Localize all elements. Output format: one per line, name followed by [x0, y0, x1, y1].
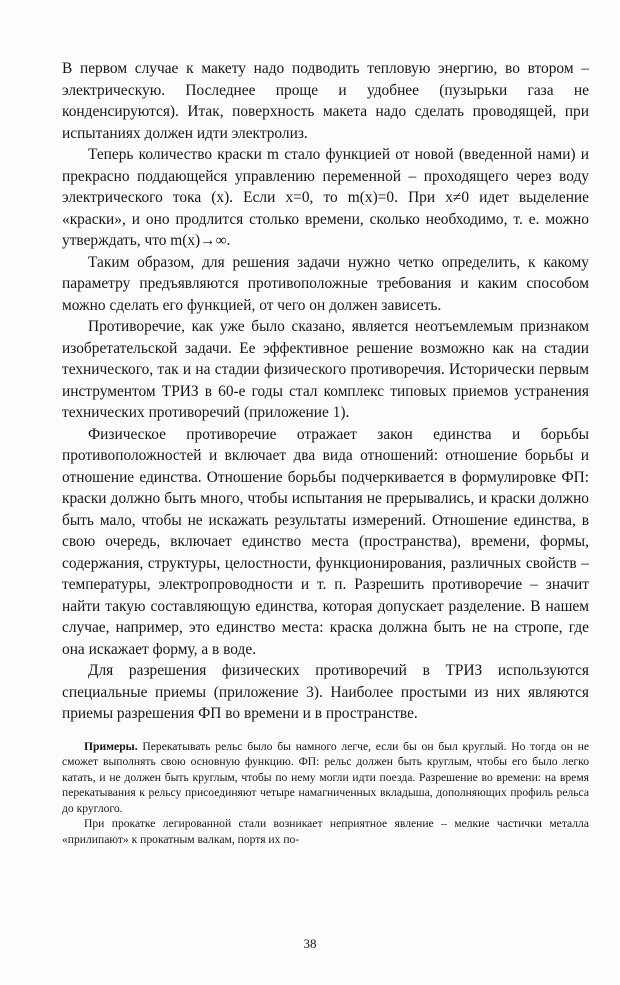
paragraph: Физическое противоречие отражает закон единства и борьбы противоположностей и включает два вида отношений: отношение борьбы и отношение единства. Отношение борьбы подчеркивается в формулировке ФП: краски должно быть много, чтобы испытания не прерывались, и краски должно быть мало, чтобы не искажать результаты измерений. Отношение единства, в свою очередь, включает единство места (пространства), времени, формы, содержания, структуры, целостности, функционирования, различных свойств – температуры, электропроводности и т. п. Разрешить противоречие – значит найти такую составляющую единства, которая допускает разделение. В нашем случае, например, это единство места: краска должна быть не на стропе, где она искажает форму, а в воде. [62, 425, 589, 658]
paragraph: Теперь количество краски m стало функцией от новой (введенной нами) и прекрасно поддающейся управлению переменной – проходящего через воду электрического тока (x). Если x=0, то m(x)=0. При x≠0 идет выделение «краски», и оно продлится столько времени, сколько необходимо, т. е. можно утверждать, что m(x)→∞. [62, 146, 589, 249]
paragraph: Противоречие, как уже было сказано, является неотъемлемым признаком изобретательской задачи. Ее эффективное решение возможно как на стадии технического, так и на стадии физического противоречия. Исторически первым инструментом ТРИЗ в 60-е годы стал комплекс типовых приемов устранения технических противоречий (приложение 1). [62, 318, 589, 421]
examples-label: Примеры. [84, 739, 138, 753]
small-paragraph: При прокатке легированной стали возникает неприятное явление – мелкие частички металла «прилипают» к прокатным валкам, портя их по- [62, 817, 589, 847]
examples-section [62, 739, 589, 848]
body-text [62, 58, 589, 848]
page-number: 38 [303, 936, 317, 951]
paragraph: Таким образом, для решения задачи нужно четко определить, к какому параметру предъявляются противоположные требования и каким способом можно сделать его функцией, от чего он должен зависеть. [62, 253, 589, 314]
examples-paragraph [62, 739, 589, 817]
paragraph: Для разрешения физических противоречий в ТРИЗ используются специальные приемы (приложение 3). Наиболее простыми из них являются приемы разрешения ФП во времени и в пространстве. [62, 662, 589, 722]
paragraph: В первом случае к макету надо подводить тепловую энергию, во втором – электрическую. Последнее проще и удобнее (пузырьки газа не конденсируются). Итак, поверхность макета надо сделать проводящей, при испытаниях должен идти электролиз. [62, 60, 589, 142]
examples-text: Перекатывать рельс было бы намного легче, если бы он был круглый. Но тогда он не сможет выполнять свою основную функцию. ФП: рельс должен быть круглым, чтобы его было легко катать, и не должен быть круглым, чтобы по нему могли идти поезда. Разрешение во времени: на время перекатывания к рельсу присоединяют четыре намагниченных вкладыша, дополняющих профиль рельса до круглого. [62, 739, 589, 815]
